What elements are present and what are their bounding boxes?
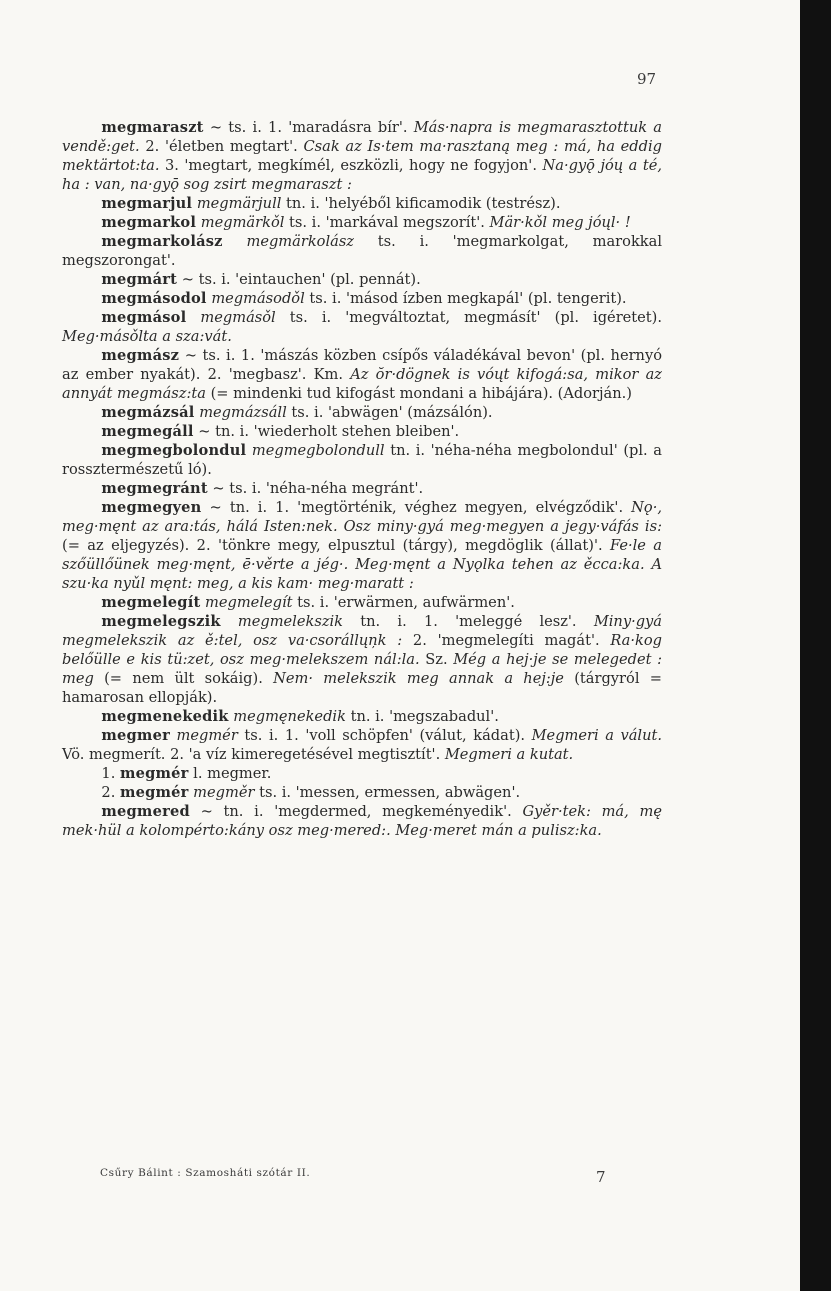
spelling-variant: megmelekszik [237, 613, 344, 630]
definition-text: (= az eljegyzés). 2. 'tönkre megy, elpusztul (tárgy), megdöglik (állat)'. [62, 537, 610, 554]
definition-text: tn. i. 'megszabadul'. [345, 708, 499, 725]
headword: megmarjul [101, 195, 193, 212]
definition-text: ts. i. 1. 'voll schöpfen' (válut, kádat). [237, 727, 532, 744]
example-text: Nǫ·, meg·męnt az ara:tás, hálá Isten:nek. Osz miny·gyá meg·megyen a jegy·váfás is: [62, 499, 662, 535]
dictionary-entry [62, 498, 662, 593]
definition-text: ~ ts. i. 1. 'mászás közben csípős váladékával bevon' (pl. hernyó az ember nyakát). 2. 'megbasz'. Km. [62, 347, 662, 383]
example-text: Megmeri a kutat. [444, 746, 574, 763]
definition-text: ~ ts. i. 'eintauchen' (pl. pennát). [177, 271, 421, 288]
printer-signature: 7 [596, 1168, 606, 1186]
definition-text: 2. 'életben megtart'. [139, 138, 304, 155]
page-number: 97 [637, 70, 657, 88]
dictionary-entry [62, 232, 662, 270]
dictionary-entry [62, 707, 662, 726]
definition-text: ts. i. 'abwägen' (mázsálón). [286, 404, 493, 421]
spelling-variant: megmärjull [196, 195, 282, 212]
definition-text: ~ tn. i. 'megdermed, megkeményedik'. [189, 803, 523, 820]
definition-text: (tárgyról = hamarosan ellopják). [62, 670, 662, 706]
spelling-variant: megměr [193, 784, 255, 801]
definition-text: ts. i. 'messen, ermessen, abwägen'. [254, 784, 521, 801]
definition-text: ~ ts. i. 1. 'maradásra bír'. [203, 119, 414, 136]
definition-text: (= nem ült sokáig). [93, 670, 274, 687]
example-text: Az ŏr·dögnek is vóųt kifogá:sa, mikor az annyát megmász:ta [62, 366, 662, 402]
spelling-variant: megmér [176, 727, 238, 744]
headword: megmásol [101, 309, 187, 326]
definition-text: tn. i. 'néha-néha megbolondul' (pl. a rossztermészetű ló). [62, 442, 662, 478]
dictionary-entry [62, 764, 662, 783]
definition-text: Vö. megmerít. 2. 'a víz kimeregetésével megtisztít'. [62, 746, 445, 763]
definition-text [186, 309, 200, 326]
dictionary-entry [62, 403, 662, 422]
dictionary-entry [62, 726, 662, 764]
headword: megmér [119, 784, 189, 801]
spelling-variant: megmázsáll [199, 404, 287, 421]
example-text: Meg·másǒlta a sza:vát. [62, 328, 232, 345]
example-text: Fe·le a szőüllőünek meg·męnt, ē·věrte a jég·. Meg·męnt a Nyǫlka tehen az ěcca:ka. A szu·ka nyǔl męnt: meg, a kis kam· meg·maratt : [62, 537, 662, 592]
dictionary-entry [62, 346, 662, 403]
definition-text: ~ tn. i. 'wiederholt stehen bleiben'. [193, 423, 460, 440]
example-text: Miny·gyá megmelekszik az ě:tel, osz va·csorállųņk : [62, 613, 662, 649]
dictionary-entry [62, 213, 662, 232]
example-text: Megmeri a válut. [531, 727, 663, 744]
example-text: Más·napra is megmarasztottuk a vendě:get. [62, 119, 662, 155]
dictionary-entry [62, 270, 662, 289]
spelling-variant: megmęnekedik [233, 708, 346, 725]
spelling-variant: megmärkolász [246, 233, 354, 250]
headword: megmered [101, 803, 190, 820]
spelling-variant: megmegbolondull [251, 442, 385, 459]
spelling-variant: megmelegít [205, 594, 293, 611]
headword: megmarkol [101, 214, 197, 231]
definition-text: ts. i. 'markával megszorít'. [284, 214, 490, 231]
dictionary-entry [62, 479, 662, 498]
definition-text: tn. i. 'helyéből kificamodik (testrész). [281, 195, 561, 212]
headword: megmér [119, 765, 189, 782]
dictionary-entry [62, 422, 662, 441]
headword: megmarkolász [101, 233, 223, 250]
headword: megmázsál [101, 404, 195, 421]
definition-text: 2. 'megmelegíti magát'. [402, 632, 611, 649]
definition-text: ~ ts. i. 'néha-néha megránt'. [207, 480, 424, 497]
dictionary-entry [62, 612, 662, 707]
headword: megmásodol [101, 290, 207, 307]
definition-text: 3. 'megtart, megkímél, eszközli, hogy ne fogyjon'. [159, 157, 543, 174]
entries-column [62, 118, 662, 840]
definition-text: ts. i. 'másod ízben megkapál' (pl. tengerit). [304, 290, 627, 307]
definition-text: ts. i. 'megmarkolgat, marokkal megszorongat'. [62, 233, 662, 269]
headword: megmegbolondul [101, 442, 247, 459]
definition-text: ts. i. 'erwärmen, aufwärmen'. [292, 594, 515, 611]
definition-text: (= mindenki tud kifogást mondani a hibájára). (Adorján.) [205, 385, 632, 402]
page-edge-shadow [800, 0, 831, 1291]
spelling-variant: megmásodǒl [211, 290, 305, 307]
definition-text [221, 613, 238, 630]
spelling-variant: megmásǒl [200, 309, 276, 326]
headword: megmárt [101, 271, 178, 288]
headword: megmász [101, 347, 180, 364]
dictionary-entry [62, 802, 662, 840]
headword: megmegáll [101, 423, 194, 440]
example-text: Ra·kog belőülle e kis tü:zet, osz meg·melekszem nál:la. [62, 632, 662, 668]
example-text: Mär·kǒl meg jóųl· ! [489, 214, 631, 231]
definition-text: ts. i. 'megváltoztat, megmásít' (pl. igéretet). [275, 309, 663, 326]
headword: megmenekedik [101, 708, 229, 725]
dictionary-entry [62, 593, 662, 612]
headword: megmelegszik [101, 613, 221, 630]
dictionary-entry [62, 441, 662, 479]
dictionary-entry [62, 118, 662, 194]
headword: megmaraszt [101, 119, 204, 136]
spelling-variant: megmärkǒl [200, 214, 285, 231]
example-text: Na·gyǭ jóų a té, ha : van, na·gyǭ sog zsirt megmaraszt : [62, 157, 663, 193]
definition-text: 2. [101, 784, 120, 801]
definition-text: 1. [101, 765, 120, 782]
definition-text: tn. i. 1. 'meleggé lesz'. [343, 613, 594, 630]
headword: megmegránt [101, 480, 208, 497]
definition-text: ~ tn. i. 1. 'megtörténik, véghez megyen, elvégződik'. [201, 499, 632, 516]
definition-text: Sz. [419, 651, 454, 668]
dictionary-entry [62, 308, 662, 346]
example-text: Nem· melekszik meg annak a hej:je [273, 670, 564, 687]
headword: megmer [101, 727, 170, 744]
headword: megmegyen [101, 499, 202, 516]
dictionary-entry [62, 783, 662, 802]
definition-text [170, 727, 177, 744]
footer-citation: Csűry Bálint : Szamosháti szótár II. [100, 1167, 311, 1179]
dictionary-entry [62, 194, 662, 213]
headword: megmelegít [101, 594, 201, 611]
dictionary-entry [62, 289, 662, 308]
example-text: Gyěr·tek: má, mę mek·hül a kolompérto:kány osz meg·mered:. Meg·meret mán a pulisz:ka. [62, 803, 662, 839]
example-text: Még a hej·je se melegedet : meg [62, 651, 662, 687]
example-text: Csak az Is·tem ma·rasztaną meg : má, ha eddig mektärtot:ta. [62, 138, 662, 174]
definition-text [223, 233, 247, 250]
definition-text: l. megmer. [188, 765, 272, 782]
